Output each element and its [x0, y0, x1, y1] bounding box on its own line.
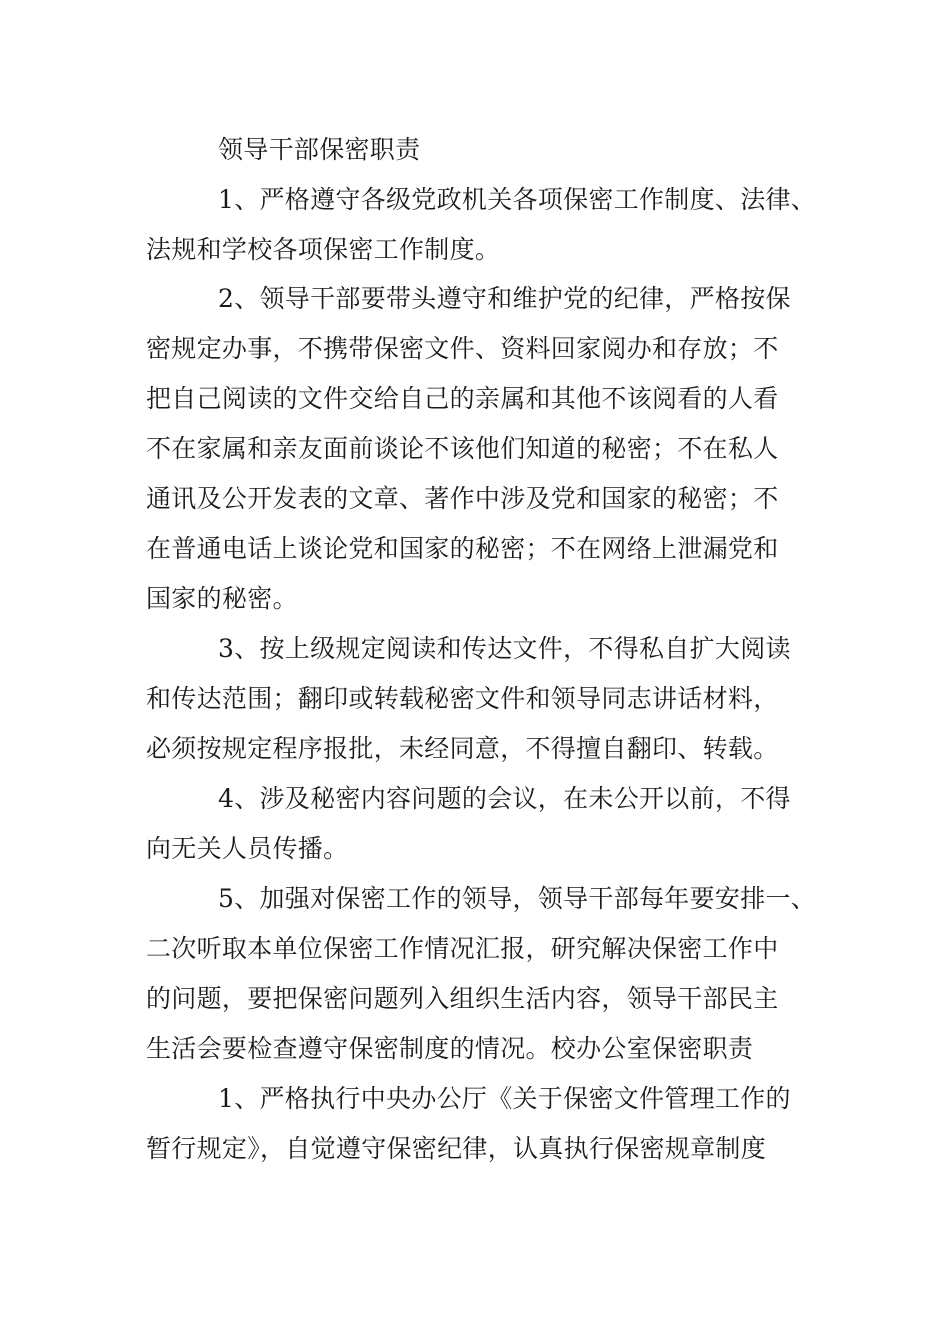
text-line: 必须按规定程序报批，未经同意，不得擅自翻印、转载。 — [146, 734, 779, 763]
text-line: 在普通电话上谈论党和国家的秘密；不在网络上泄漏党和 — [146, 534, 779, 563]
text-line: 1、严格遵守各级党政机关各项保密工作制度、法律、 — [218, 185, 817, 214]
text-line: 不在家属和亲友面前谈论不该他们知道的秘密；不在私人 — [146, 434, 779, 463]
text-line: 2、领导干部要带头遵守和维护党的纪律，严格按保 — [218, 284, 791, 313]
text-line: 的问题，要把保密问题列入组织生活内容，领导干部民主 — [146, 984, 779, 1013]
text-line: 国家的秘密。 — [146, 584, 298, 613]
text-line: 通讯及公开发表的文章、著作中涉及党和国家的秘密；不 — [146, 484, 779, 513]
text-line: 二次听取本单位保密工作情况汇报，研究解决保密工作中 — [146, 934, 779, 963]
text-line: 法规和学校各项保密工作制度。 — [146, 235, 501, 264]
text-line: 向无关人员传播。 — [146, 834, 349, 863]
text-line: 5、加强对保密工作的领导，领导干部每年要安排一、 — [218, 884, 817, 913]
text-line: 密规定办事，不携带保密文件、资料回家阅办和存放；不 — [146, 334, 779, 363]
text-line: 生活会要检查遵守保密制度的情况。校办公室保密职责 — [146, 1034, 754, 1063]
text-line: 把自己阅读的文件交给自己的亲属和其他不该阅看的人看 — [146, 384, 779, 413]
text-line: 3、按上级规定阅读和传达文件，不得私自扩大阅读 — [218, 634, 791, 663]
text-line: 4、涉及秘密内容问题的会议，在未公开以前，不得 — [218, 784, 791, 813]
text-line: 1、严格执行中央办公厅《关于保密文件管理工作的 — [218, 1084, 791, 1113]
text-line: 暂行规定》，自觉遵守保密纪律，认真执行保密规章制度 — [146, 1134, 767, 1163]
text-line: 和传达范围；翻印或转载秘密文件和领导同志讲话材料， — [146, 684, 779, 713]
document-heading: 领导干部保密职责 — [218, 135, 421, 164]
